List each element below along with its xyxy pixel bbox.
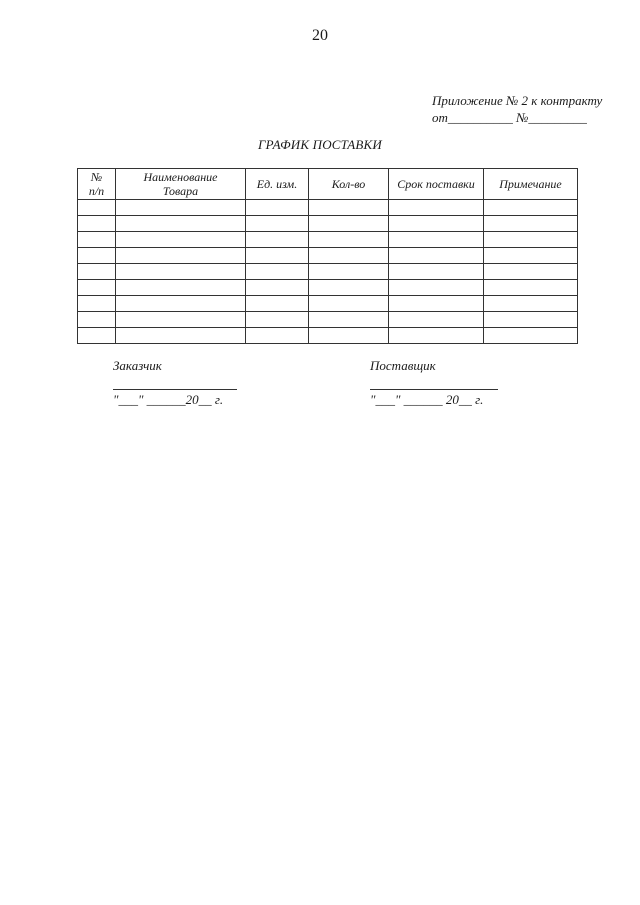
supplier-date: "___" ______ 20__ г.	[370, 392, 484, 407]
table-cell	[246, 312, 309, 328]
table-row	[78, 328, 578, 344]
header-note	[484, 169, 578, 200]
table-cell	[484, 264, 578, 280]
table-cell	[246, 248, 309, 264]
table-cell	[246, 216, 309, 232]
document-title: ГРАФИК ПОСТАВКИ	[258, 137, 382, 152]
table-row	[78, 200, 578, 216]
header-unit-label: Ед. изм.	[256, 177, 298, 191]
table-cell	[78, 216, 116, 232]
header-name-line-2: Товара	[162, 184, 199, 198]
table-cell	[389, 328, 484, 344]
table-cell	[484, 296, 578, 312]
table-cell	[309, 264, 389, 280]
table-cell	[78, 248, 116, 264]
table-cell	[116, 200, 246, 216]
table-cell	[309, 216, 389, 232]
customer-date: "___" ______20__ г.	[113, 392, 224, 407]
table-cell	[309, 232, 389, 248]
table-cell	[78, 264, 116, 280]
appendix-line-2: от__________ №_________	[432, 110, 587, 125]
table-cell	[116, 280, 246, 296]
table-cell	[309, 296, 389, 312]
table-cell	[484, 232, 578, 248]
table-cell	[78, 232, 116, 248]
header-note-label: Примечание	[499, 177, 562, 191]
table-cell	[116, 312, 246, 328]
table-cell	[78, 280, 116, 296]
table-cell	[78, 328, 116, 344]
table-cell	[78, 200, 116, 216]
table-cell	[484, 200, 578, 216]
table-cell	[246, 264, 309, 280]
supplier-label: Поставщик	[370, 358, 436, 373]
header-name	[116, 169, 246, 200]
table-cell	[116, 216, 246, 232]
table-row	[78, 312, 578, 328]
customer-signature-line	[113, 377, 237, 390]
table-row	[78, 216, 578, 232]
table-cell	[116, 248, 246, 264]
appendix-reference	[432, 92, 602, 126]
table-cell	[484, 216, 578, 232]
table-cell	[246, 328, 309, 344]
table-cell	[389, 216, 484, 232]
supplier-signature-block	[370, 358, 498, 408]
table-cell	[309, 200, 389, 216]
table-cell	[116, 328, 246, 344]
header-quantity-label: Кол-во	[331, 177, 366, 191]
table-cell	[116, 264, 246, 280]
table-body	[78, 200, 578, 344]
page-number: 20	[312, 27, 328, 44]
table-cell	[484, 312, 578, 328]
header-number-line-2: п/п	[88, 184, 105, 198]
header-number	[78, 169, 116, 200]
table-cell	[78, 312, 116, 328]
table-cell	[309, 280, 389, 296]
table-cell	[484, 328, 578, 344]
table-row	[78, 232, 578, 248]
table-header-row	[78, 169, 578, 200]
header-number-line-1: №	[90, 170, 103, 184]
table-cell	[389, 312, 484, 328]
table-cell	[389, 200, 484, 216]
table-cell	[309, 248, 389, 264]
table-cell	[389, 232, 484, 248]
header-name-line-1: Наименование	[143, 170, 218, 184]
table-cell	[389, 264, 484, 280]
table-row	[78, 280, 578, 296]
customer-signature-block	[113, 358, 237, 408]
table-cell	[389, 280, 484, 296]
supplier-signature-line	[370, 377, 498, 390]
table-cell	[116, 296, 246, 312]
table-cell	[484, 248, 578, 264]
table-row	[78, 296, 578, 312]
table-cell	[246, 296, 309, 312]
table-cell	[389, 248, 484, 264]
table-cell	[309, 328, 389, 344]
header-delivery-term	[389, 169, 484, 200]
table-cell	[484, 280, 578, 296]
table-cell	[246, 280, 309, 296]
delivery-schedule-table	[77, 168, 578, 344]
table-cell	[246, 232, 309, 248]
table-cell	[389, 296, 484, 312]
header-quantity	[309, 169, 389, 200]
table-cell	[78, 296, 116, 312]
header-unit	[246, 169, 309, 200]
customer-label: Заказчик	[113, 358, 162, 373]
appendix-line-1: Приложение № 2 к контракту	[432, 93, 603, 108]
table-cell	[246, 200, 309, 216]
table-cell	[309, 312, 389, 328]
table-row	[78, 248, 578, 264]
header-delivery-term-label: Срок поставки	[397, 177, 475, 191]
table-cell	[116, 232, 246, 248]
table-row	[78, 264, 578, 280]
